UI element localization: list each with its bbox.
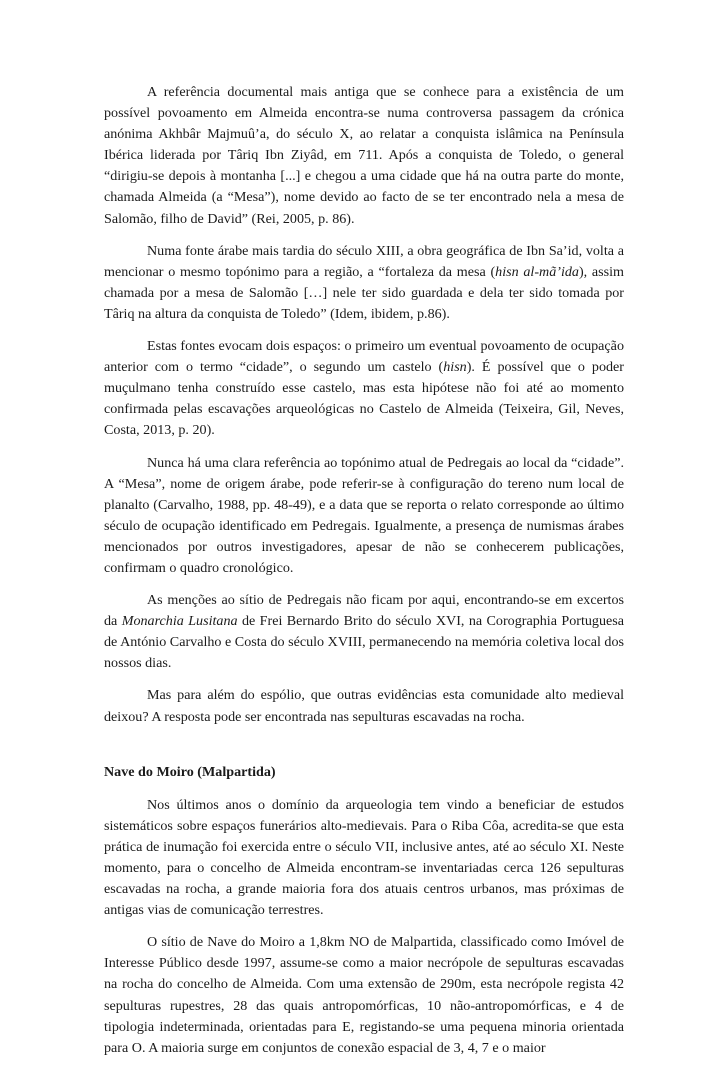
document-body bbox=[104, 82, 624, 1070]
paragraph-7 bbox=[104, 795, 624, 922]
paragraph-2-text-a: Numa fonte árabe mais tardia do século XIII, a obra geográfica de Ibn Sa’id, volta a mencionar o mesmo topónimo para a região, a “fortaleza da mesa ( bbox=[104, 242, 624, 280]
paragraph-5 bbox=[104, 590, 624, 674]
paragraph-3-italic-term: hisn bbox=[443, 359, 467, 376]
paragraph-5-text-b: de Frei Bernardo Brito do século XVI, na Corographia Portuguesa de António Carvalho e Costa do século XVIII, permanecendo na memória coletiva local dos nossos dias. bbox=[104, 613, 625, 672]
paragraph-6 bbox=[104, 685, 624, 727]
paragraph-3 bbox=[104, 336, 624, 441]
paragraph-2 bbox=[104, 241, 624, 325]
paragraph-3-text-b: ). É possível que o poder muçulmano tenha construído esse castelo, mas esta hipótese não foi até ao momento confirmada pelas escavações arqueológicas no Castelo de Almeida (Teixeira, Gil, Neves, Costa, 2013, p. 20). bbox=[104, 359, 624, 439]
paragraph-6-text: Mas para além do espólio, que outras evidências esta comunidade alto medieval deixou? A resposta pode ser encontrada nas sepulturas escavadas na rocha. bbox=[104, 687, 624, 725]
paragraph-2-italic-term: hisn al-mã’ida bbox=[495, 263, 579, 280]
paragraph-3-text-a: Estas fontes evocam dois espaços: o primeiro um eventual povoamento de ocupação anterior com o termo “cidade”, o segundo um castelo ( bbox=[104, 338, 624, 376]
paragraph-8-text: O sítio de Nave do Moiro a 1,8km NO de Malpartida, classificado como Imóvel de Interesse Público desde 1997, assume-se como a maior necrópole de sepulturas escavadas na rocha do concelho de Almeida. Com uma extensão de 290m, esta necrópole regista 42 sepulturas rupestres, 28 das quais antropomórficas, 10 não-antropomórficas, e 4 de tipologia indeterminada, orientadas para E, registando-se uma pequena minoria orientada para O. A maioria surge em conjuntos de conexão espacial de 3, 4, 7 e o maior bbox=[104, 934, 624, 1056]
paragraph-2-text-b: ), assim chamada por a mesa de Salomão […] nele ter sido guardada e dela ter sido tomada por Târiq na altura da conquista de Toledo” (Idem, ibidem, p.86). bbox=[104, 263, 624, 322]
paragraph-5-italic-title: Monarchia Lusitana bbox=[121, 613, 238, 630]
paragraph-4 bbox=[104, 453, 624, 580]
paragraph-1 bbox=[104, 82, 624, 230]
paragraph-5-text-a: As menções ao sítio de Pedregais não ficam por aqui, encontrando-se em excertos da bbox=[104, 592, 624, 630]
paragraph-1-text: A referência documental mais antiga que se conhece para a existência de um possível povoamento em Almeida encontra-se numa controversa passagem da crónica anónima Akhbâr Majmuû’a, do século X, ao relatar a conquista islâmica na Península Ibérica liderada por Târiq Ibn Ziyâd, em 711. Após a conquista de Toledo, o general “dirigiu-se depois à montanha [...] e chegou a uma cidade que há na outra parte do monte, chamada Almeida (a “Mesa”), nome devido ao facto de se ter encontrado nela a mesa de Salomão, filho de David” (Rei, 2005, p. 86). bbox=[104, 84, 624, 227]
paragraph-4-text: Nunca há uma clara referência ao topónimo atual de Pedregais ao local da “cidade”. A “Mesa”, nome de origem árabe, pode referir-se à configuração do tereno num local de planalto (Carvalho, 1988, pp. 48-49), e a data que se reporta o relato corresponde ao último século de ocupação identificado em Pedregais. Igualmente, a presença de numismas árabes mencionados por outros investigadores, apesar de não se conhecerem publicações, confirmam o quadro cronológico. bbox=[104, 454, 624, 576]
paragraph-7-text: Nos últimos anos o domínio da arqueologia tem vindo a beneficiar de estudos sistemáticos sobre espaços funerários alto-medievais. Para o Riba Côa, acredita-se que esta prática de inumação foi exercida entre o século VII, inclusive antes, até ao século XI. Neste momento, para o concelho de Almeida encontram-se inventariadas cerca 126 sepulturas escavadas na rocha, a grande maioria fora dos atuais centros urbanos, mas próximas de antigas vias de comunicação terrestres. bbox=[104, 796, 624, 919]
section-heading: Nave do Moiro (Malpartida) bbox=[104, 763, 276, 780]
paragraph-8 bbox=[104, 932, 624, 1059]
